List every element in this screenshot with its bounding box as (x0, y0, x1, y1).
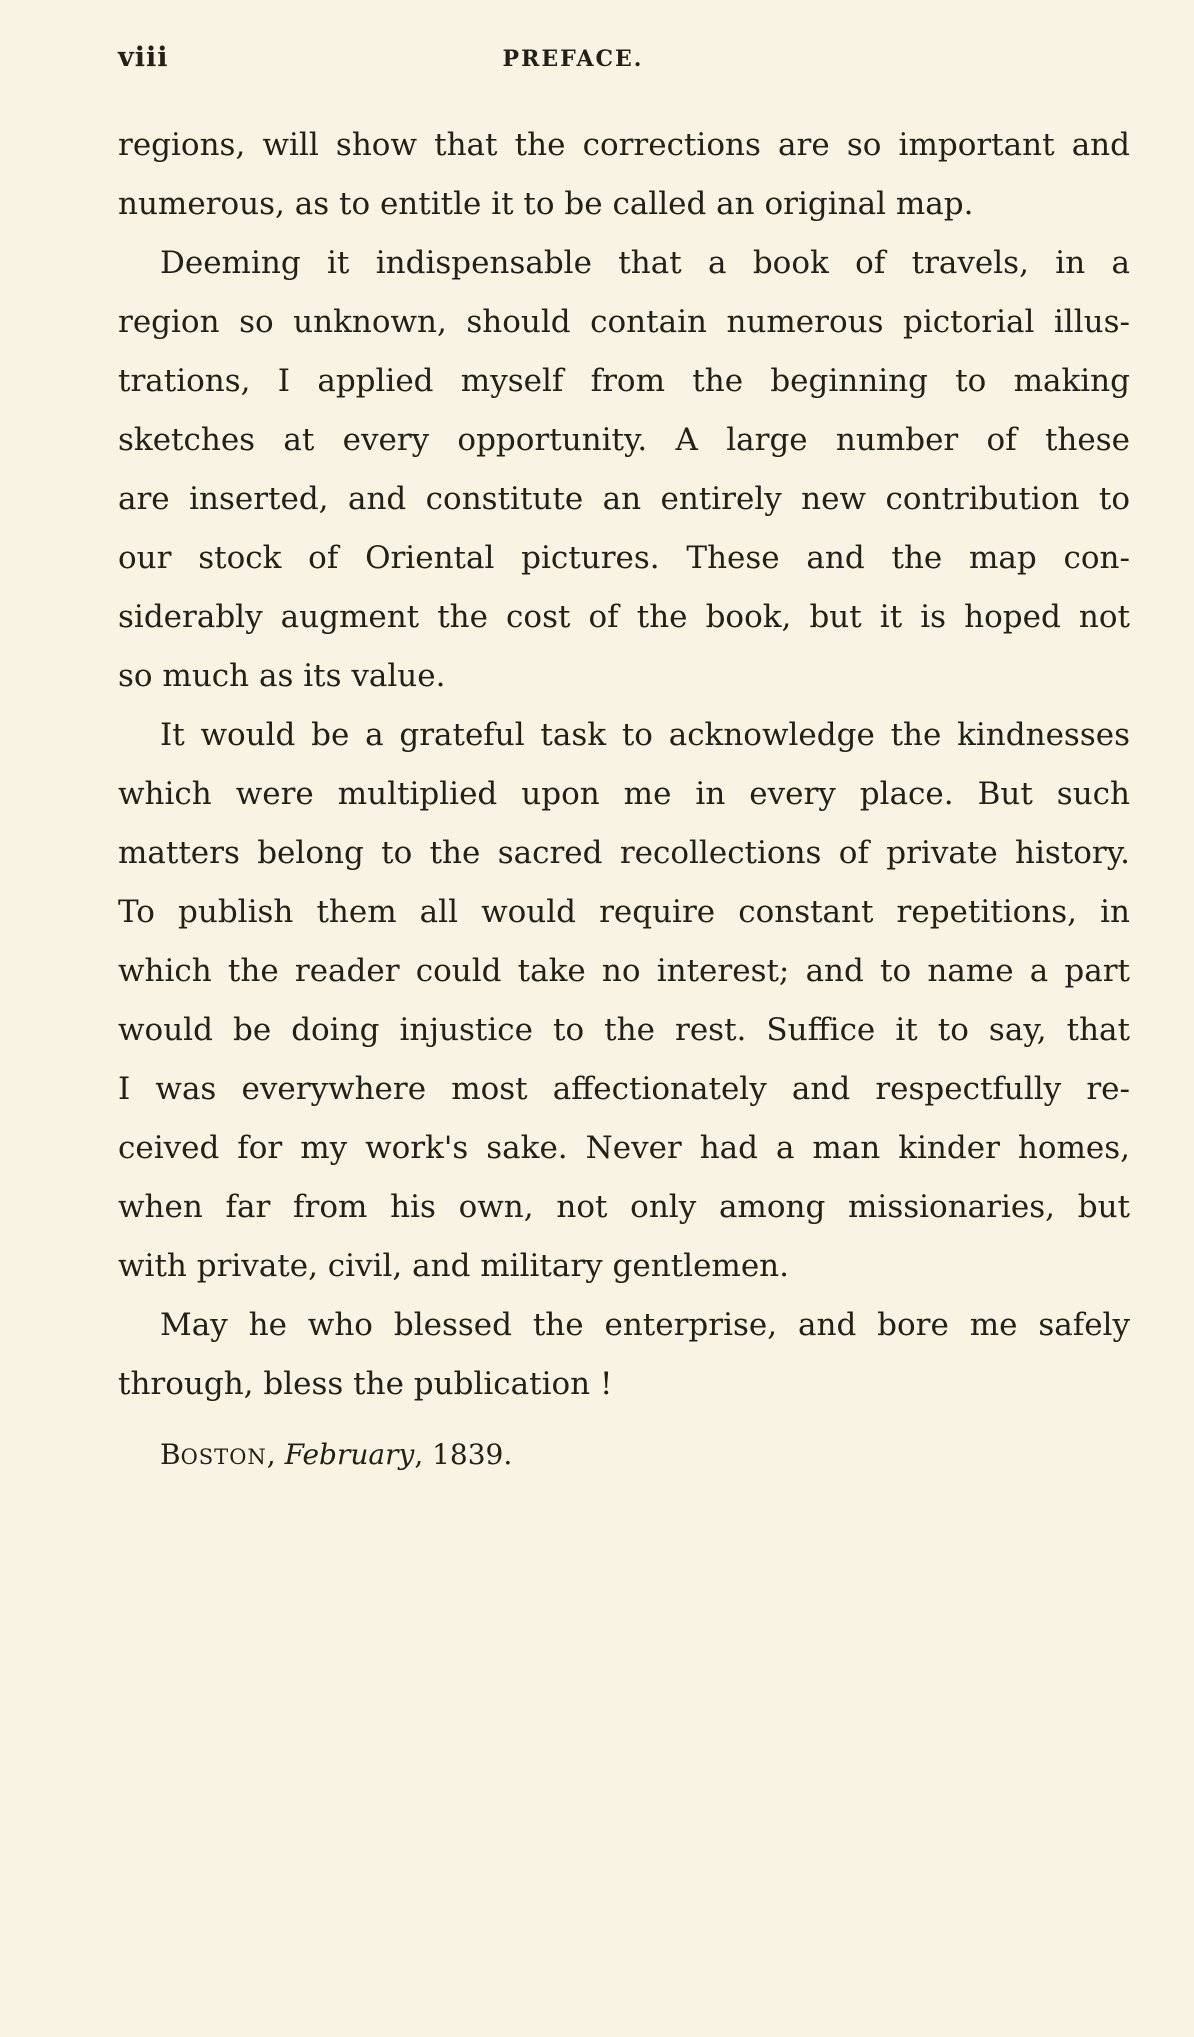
running-head (118, 42, 1128, 82)
text-line: our stock of Oriental pictures. These and the map con- (118, 540, 1130, 576)
text-line: It would be a grateful task to acknowledge the kindnesses (160, 717, 1130, 753)
signature-year: , 1839. (414, 1438, 513, 1471)
page-number: viii (118, 42, 169, 73)
preface-body-text (118, 116, 1130, 1414)
text-line: I was everywhere most affectionately and respectfully re- (118, 1071, 1130, 1107)
signature-place-initial: B (160, 1438, 181, 1471)
text-line: through, bless the publication ! (118, 1366, 613, 1402)
text-line: when far from his own, not only among missionaries, but (118, 1189, 1130, 1225)
text-line: region so unknown, should contain numerous pictorial illus- (118, 304, 1130, 340)
running-title: PREFACE. (502, 46, 644, 72)
text-line: which the reader could take no interest; and to name a part (118, 953, 1130, 989)
text-line: would be doing injustice to the rest. Suffice it to say, that (118, 1012, 1130, 1048)
text-line: ceived for my work's sake. Never had a man kinder homes, (118, 1130, 1130, 1166)
text-line: siderably augment the cost of the book, but it is hoped not (118, 599, 1130, 635)
signature-line (160, 1438, 512, 1471)
text-line: which were multiplied upon me in every place. But such (118, 776, 1130, 812)
text-line: matters belong to the sacred recollections of private history. (118, 835, 1130, 871)
text-line: are inserted, and constitute an entirely new contribution to (118, 481, 1130, 517)
signature-month: February (284, 1438, 415, 1471)
text-line: numerous, as to entitle it to be called an original map. (118, 186, 974, 222)
signature-separator: , (266, 1438, 276, 1471)
text-line: with private, civil, and military gentlemen. (118, 1248, 789, 1284)
text-line: so much as its value. (118, 658, 446, 694)
text-line: regions, will show that the corrections are so important and (118, 127, 1130, 163)
text-line: May he who blessed the enterprise, and bore me safely (160, 1307, 1130, 1343)
text-line: sketches at every opportunity. A large number of these (118, 422, 1130, 458)
signature-place-rest: OSTON (180, 1445, 267, 1469)
text-line: Deeming it indispensable that a book of travels, in a (160, 245, 1130, 281)
text-line: To publish them all would require constant repetitions, in (118, 894, 1130, 930)
text-line: trations, I applied myself from the beginning to making (118, 363, 1130, 399)
